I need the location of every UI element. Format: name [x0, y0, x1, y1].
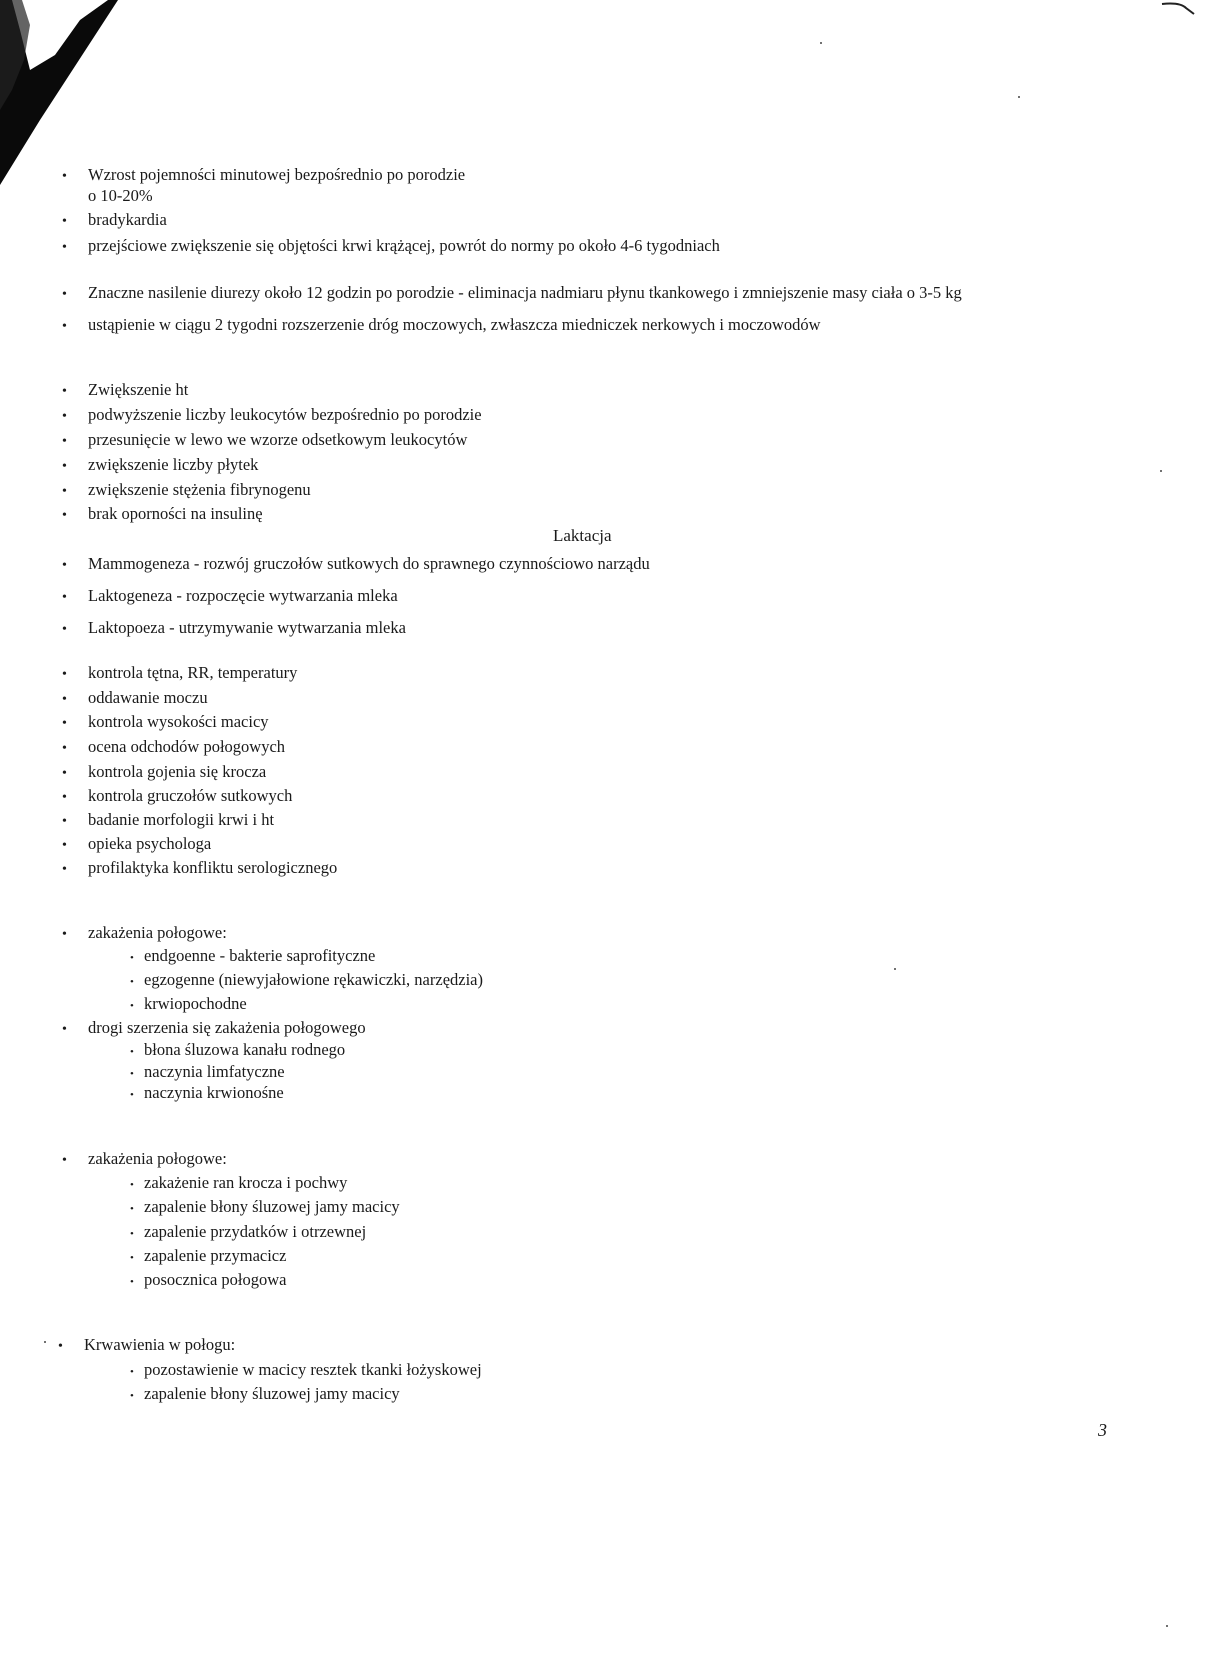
- list-item: • ocena odchodów połogowych: [62, 737, 286, 756]
- list-item: • kontrola gojenia się krocza: [62, 762, 267, 781]
- list-item: • Zwiększenie ht: [62, 380, 189, 399]
- page-number: 3: [1098, 1420, 1107, 1440]
- list-item: • przesunięcie w lewo we wzorze odsetkowym leukocytów: [62, 430, 468, 449]
- section-heading-laktacja: Laktacja: [553, 526, 612, 545]
- sub-list-item: • błona śluzowa kanału rodnego: [130, 1040, 346, 1059]
- list-item: • Laktogeneza - rozpoczęcie wytwarzania mleka: [62, 586, 398, 605]
- list-item: • Mammogeneza - rozwój gruczołów sutkowych do sprawnego czynnościowo narządu: [62, 554, 650, 573]
- list-item: • zakażenia połogowe:: [62, 1149, 227, 1168]
- scan-speck: [1018, 96, 1020, 98]
- list-item: • zwiększenie liczby płytek: [62, 455, 259, 474]
- list-item: • bradykardia: [62, 210, 167, 229]
- list-item: • opieka psychologa: [62, 834, 212, 853]
- sub-list-item: • naczynia limfatyczne: [130, 1062, 285, 1081]
- sub-list-item: • endgoenne - bakterie saprofityczne: [130, 946, 376, 965]
- sub-list-item: • zapalenie przymacicz: [130, 1246, 287, 1265]
- list-item: • ustąpienie w ciągu 2 tygodni rozszerzenie dróg moczowych, zwłaszcza miedniczek nerkowych i moczowodów: [62, 315, 821, 334]
- sub-list-item: • posocznica połogowa: [130, 1270, 287, 1289]
- list-item: • profilaktyka konfliktu serologicznego: [62, 858, 338, 877]
- scan-speck: [894, 968, 896, 970]
- list-item: • kontrola wysokości macicy: [62, 712, 269, 731]
- list-item: • zakażenia połogowe:: [62, 923, 227, 942]
- list-item: • brak oporności na insulinę: [62, 504, 263, 523]
- scan-speck: [820, 42, 822, 44]
- list-item: • kontrola gruczołów sutkowych: [62, 786, 293, 805]
- scan-edge-shadow: [0, 0, 120, 190]
- list-item: • zwiększenie stężenia fibrynogenu: [62, 480, 311, 499]
- sub-list-item: • pozostawienie w macicy resztek tkanki łożyskowej: [130, 1360, 482, 1379]
- list-item: • Wzrost pojemności minutowej bezpośrednio po porodzie: [62, 165, 466, 184]
- sub-list-item: • zapalenie przydatków i otrzewnej: [130, 1222, 367, 1241]
- sub-list-item: • zakażenie ran krocza i pochwy: [130, 1173, 348, 1192]
- scan-speck: [1160, 470, 1162, 472]
- list-item: • Znaczne nasilenie diurezy około 12 godzin po porodzie - eliminacja nadmiaru płynu tkankowego i zmniejszenie masy ciała o 3-5 kg: [62, 283, 962, 302]
- list-item: • badanie morfologii krwi i ht: [62, 810, 275, 829]
- scan-speck: [44, 1341, 46, 1343]
- list-item: • drogi szerzenia się zakażenia połogowego: [62, 1018, 366, 1037]
- corner-mark: [1160, 0, 1205, 20]
- list-item: • oddawanie moczu: [62, 688, 208, 707]
- list-item: • Krwawienia w połogu:: [58, 1335, 236, 1354]
- sub-list-item: • krwiopochodne: [130, 994, 247, 1013]
- list-item-continuation: o 10-20%: [88, 186, 153, 205]
- sub-list-item: • zapalenie błony śluzowej jamy macicy: [130, 1384, 400, 1403]
- sub-list-item: • egzogenne (niewyjałowione rękawiczki, narzędzia): [130, 970, 483, 989]
- list-item: • podwyższenie liczby leukocytów bezpośrednio po porodzie: [62, 405, 482, 424]
- scan-speck: [1166, 1625, 1168, 1627]
- list-item: • Laktopoeza - utrzymywanie wytwarzania mleka: [62, 618, 406, 637]
- list-item: • kontrola tętna, RR, temperatury: [62, 663, 298, 682]
- sub-list-item: • zapalenie błony śluzowej jamy macicy: [130, 1197, 400, 1216]
- sub-list-item: • naczynia krwionośne: [130, 1083, 284, 1102]
- list-item: • przejściowe zwiększenie się objętości krwi krążącej, powrót do normy po około 4-6 tygodniach: [62, 236, 720, 255]
